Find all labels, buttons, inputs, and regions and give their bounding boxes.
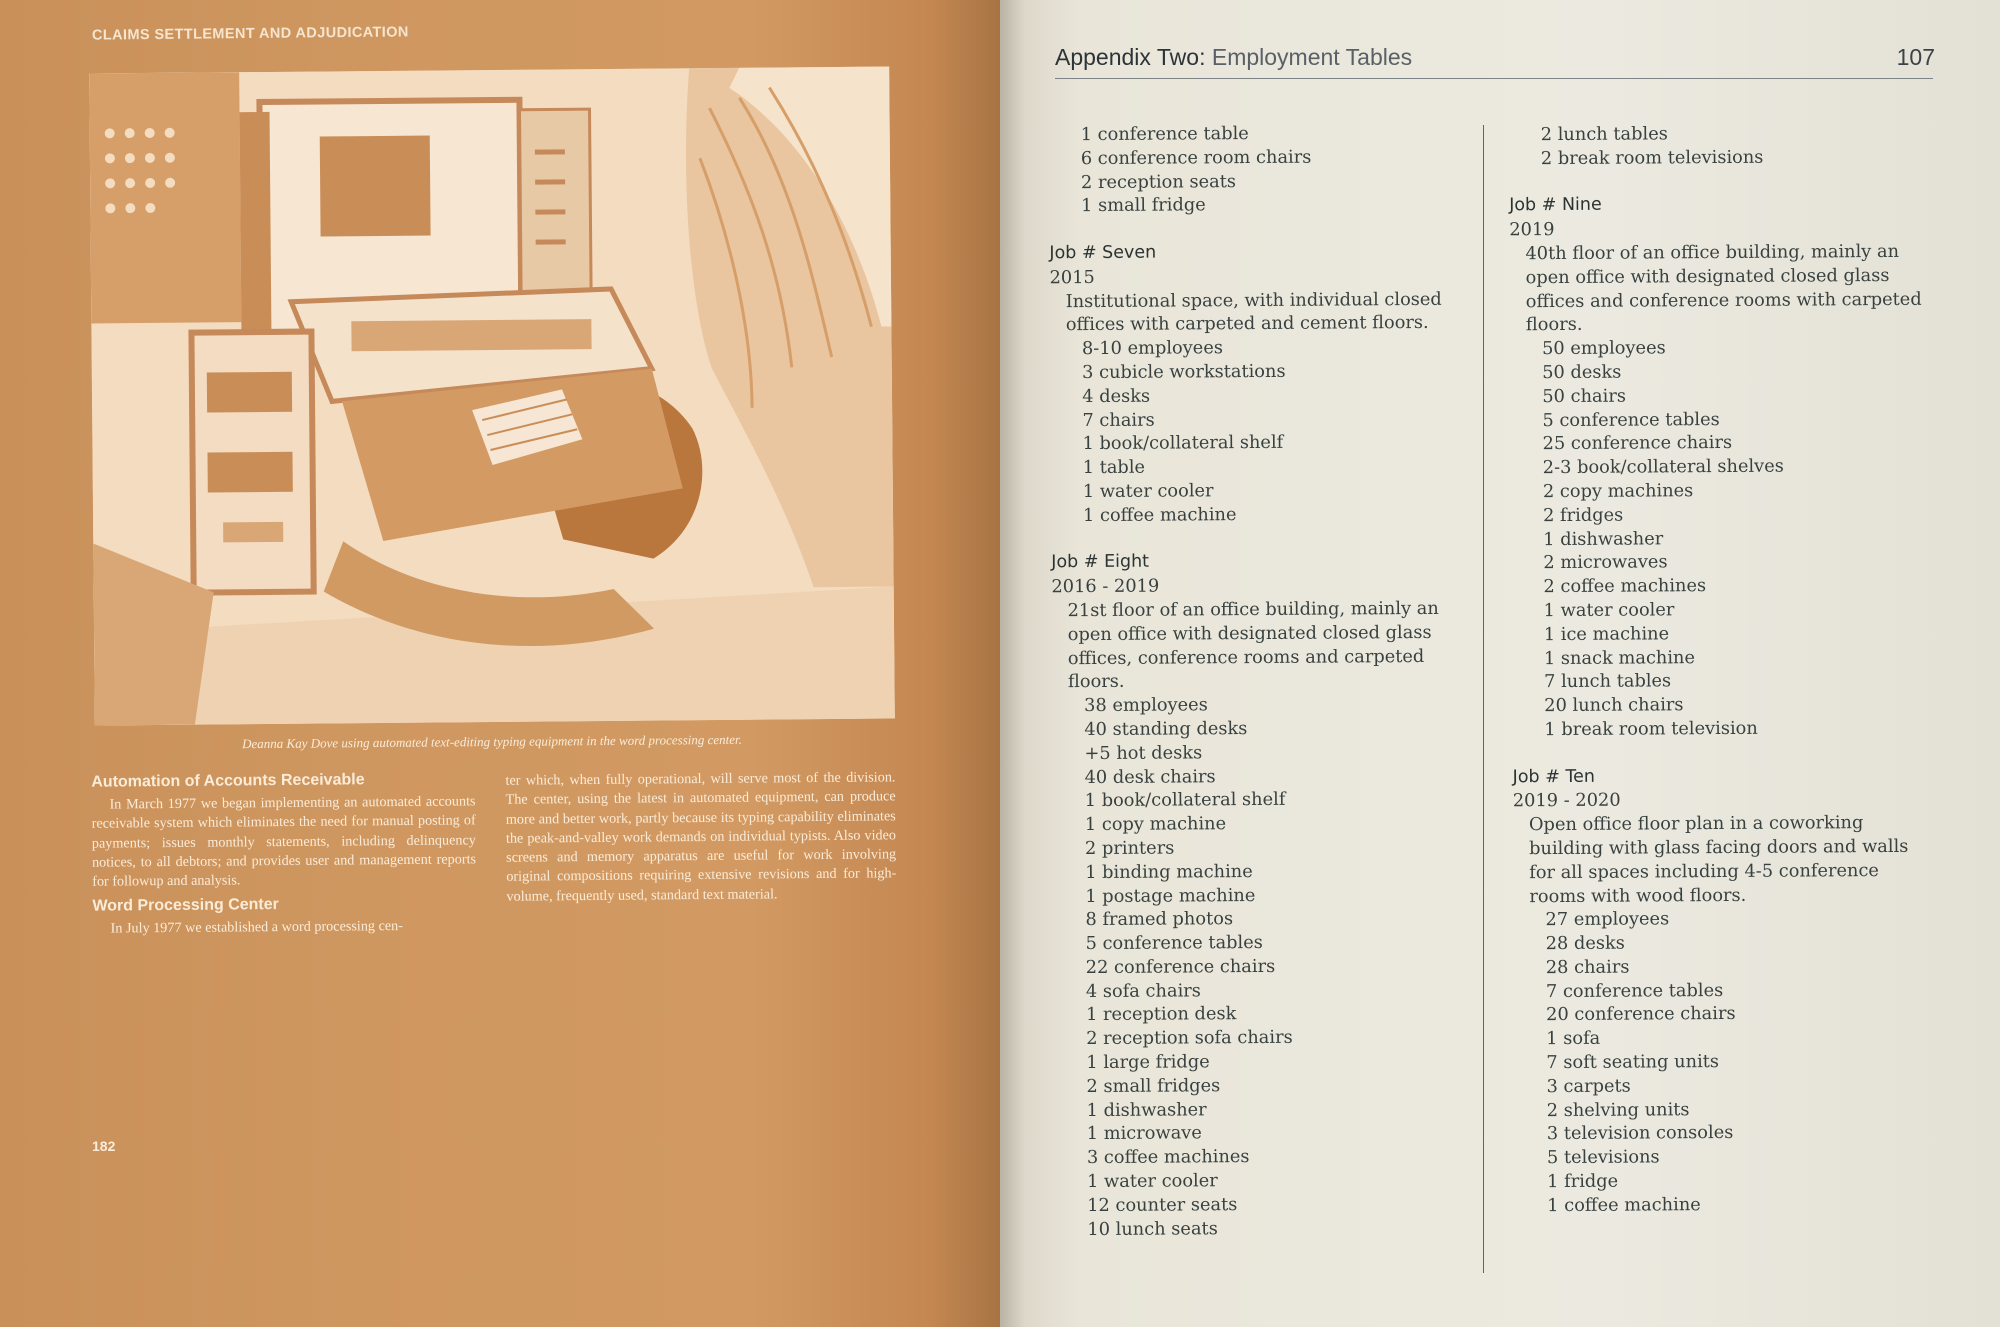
list-item: 1 small fridge bbox=[1081, 194, 1206, 217]
job-description: Institutional space, with individual closed offices with carpeted and cement floors. bbox=[1065, 288, 1442, 336]
running-head: CLAIMS SETTLEMENT AND ADJUDICATION bbox=[91, 24, 409, 44]
list-item: 38 employees bbox=[1084, 694, 1208, 717]
list-item: 3 coffee machines bbox=[1086, 1146, 1250, 1169]
list-item: 1 conference table bbox=[1080, 123, 1249, 146]
list-item: 2 printers bbox=[1084, 837, 1175, 859]
employment-column-2 bbox=[1509, 121, 1936, 1218]
list-item: 20 lunch chairs bbox=[1544, 694, 1684, 717]
list-item: 40 standing desks bbox=[1084, 717, 1248, 740]
list-item: 50 chairs bbox=[1542, 385, 1627, 407]
right-page-number: 107 bbox=[1896, 44, 1935, 70]
list-item: 1 ice machine bbox=[1543, 623, 1670, 645]
list-item: 8 framed photos bbox=[1085, 908, 1234, 931]
list-item: 1 break room television bbox=[1544, 717, 1758, 741]
list-item: 1 water cooler bbox=[1543, 599, 1675, 622]
list-item: 1 water cooler bbox=[1082, 480, 1214, 503]
column-divider bbox=[1483, 125, 1484, 1273]
list-item: 1 water cooler bbox=[1086, 1170, 1218, 1193]
job-description: Open office floor plan in a coworking building with glass facing doors and walls for all spaces including 4-5 conference rooms with wood floors. bbox=[1528, 812, 1909, 907]
list-item: 1 binding machine bbox=[1085, 860, 1253, 883]
list-item: 40 desk chairs bbox=[1084, 765, 1216, 788]
section-heading-accounts-receivable: Automation of Accounts Receivable bbox=[91, 771, 365, 791]
list-item: 1 microwave bbox=[1086, 1122, 1202, 1145]
right-page bbox=[1000, 0, 2000, 1327]
list-item: 50 desks bbox=[1542, 361, 1622, 384]
employment-column-1 bbox=[1049, 121, 1466, 1242]
list-item: 10 lunch seats bbox=[1087, 1217, 1218, 1240]
list-item: 3 carpets bbox=[1546, 1075, 1631, 1097]
list-item: 22 conference chairs bbox=[1085, 955, 1276, 978]
list-item: 1 snack machine bbox=[1543, 646, 1696, 669]
list-item: 7 lunch tables bbox=[1544, 670, 1672, 693]
list-item: 7 soft seating units bbox=[1546, 1051, 1720, 1074]
job-eight bbox=[1051, 549, 1465, 1242]
list-item: 27 employees bbox=[1545, 908, 1670, 931]
list-item: 28 desks bbox=[1545, 932, 1625, 955]
page-title-light: Employment Tables bbox=[1211, 44, 1413, 70]
list-item: 5 conference tables bbox=[1085, 932, 1263, 955]
job-nine bbox=[1509, 192, 1932, 742]
list-item: 2 fridges bbox=[1542, 504, 1624, 526]
list-item: 2 small fridges bbox=[1086, 1075, 1221, 1097]
left-text-column bbox=[91, 768, 477, 945]
section-heading-word-processing: Word Processing Center bbox=[92, 896, 279, 916]
list-item: 1 postage machine bbox=[1085, 884, 1256, 907]
list-item: 1 large fridge bbox=[1086, 1051, 1210, 1074]
job-ten bbox=[1513, 763, 1936, 1218]
list-item: 1 dishwasher bbox=[1086, 1098, 1207, 1121]
list-item: 5 conference tables bbox=[1542, 408, 1720, 431]
job-title: Job # Eight bbox=[1051, 552, 1150, 573]
header-rule bbox=[1055, 78, 1933, 79]
list-item: 28 chairs bbox=[1545, 956, 1630, 978]
list-item: 2-3 book/collateral shelves bbox=[1542, 455, 1784, 479]
list-item: 7 chairs bbox=[1082, 409, 1155, 431]
office-photo bbox=[89, 67, 895, 726]
list-item: 1 coffee machine bbox=[1082, 503, 1237, 526]
list-item: 2 lunch tables bbox=[1540, 123, 1668, 146]
list-item: 2 reception sofa chairs bbox=[1086, 1027, 1293, 1050]
list-item: 2 coffee machines bbox=[1543, 575, 1707, 598]
list-item: 2 reception seats bbox=[1080, 170, 1237, 193]
list-item: 1 sofa bbox=[1546, 1028, 1601, 1050]
list-item: 2 shelving units bbox=[1546, 1098, 1690, 1121]
page-title bbox=[1055, 44, 1412, 71]
job-title: Job # Ten bbox=[1512, 766, 1596, 787]
job-title: Job # Seven bbox=[1049, 242, 1157, 264]
list-item: 1 table bbox=[1082, 456, 1146, 479]
job-title: Job # Nine bbox=[1509, 195, 1602, 216]
job-years: 2015 bbox=[1049, 266, 1095, 289]
list-item: 12 counter seats bbox=[1087, 1193, 1238, 1216]
list-item: 1 dishwasher bbox=[1543, 527, 1664, 550]
section-text-accounts-receivable: In March 1977 we began implementing an automated accounts receivable system which eliminates the need for manual posting of payments; issues monthly statements, including delinquency notices, to all debtors; and provides user and management reports for followup and analysis. bbox=[91, 793, 477, 890]
list-item: 1 coffee machine bbox=[1547, 1193, 1701, 1216]
job-years: 2019 bbox=[1509, 219, 1555, 241]
list-item: 50 employees bbox=[1541, 337, 1666, 360]
list-item: 1 reception desk bbox=[1085, 1003, 1237, 1026]
job-years: 2019 - 2020 bbox=[1512, 789, 1621, 812]
list-item: 2 break room televisions bbox=[1540, 146, 1764, 169]
list-item: 2 microwaves bbox=[1543, 551, 1668, 574]
section-text-continued: ter which, when fully operational, will serve most of the division. The center, using the latest in automated equipment, can produce more and better work, partly because its typing capability eliminates the peak-and-valley work demands on individual typists. Also video screens and memory apparatus are useful for work involving original compositions requiring extensive revisions and for high-volume, frequently used, standard text material. bbox=[505, 769, 897, 905]
list-item: +5 hot desks bbox=[1084, 742, 1203, 764]
list-item: 25 conference chairs bbox=[1542, 432, 1733, 455]
job-seven bbox=[1049, 240, 1461, 528]
list-item: 1 book/collateral shelf bbox=[1082, 432, 1284, 455]
list-item: 4 desks bbox=[1082, 385, 1151, 407]
list-item: 4 sofa chairs bbox=[1085, 980, 1201, 1002]
list-item: 1 fridge bbox=[1547, 1170, 1619, 1193]
continued-items-list bbox=[1049, 121, 1460, 219]
list-item: 3 television consoles bbox=[1546, 1122, 1734, 1145]
list-item: 20 conference chairs bbox=[1546, 1003, 1736, 1026]
photo-caption: Deanna Kay Dove using automated text-editing typing equipment in the word processing center. bbox=[242, 731, 742, 752]
left-page-second-column bbox=[505, 768, 896, 912]
list-item: 5 televisions bbox=[1546, 1146, 1660, 1169]
job-description: 21st floor of an office building, mainly an open office with designated closed glass offices, conference rooms and carpeted floors. bbox=[1067, 597, 1439, 693]
list-item: 2 copy machines bbox=[1542, 480, 1694, 503]
page-title-bold: Appendix Two: bbox=[1055, 44, 1206, 70]
list-item: 8-10 employees bbox=[1081, 337, 1224, 360]
continued-items-list bbox=[1509, 121, 1929, 171]
job-years: 2016 - 2019 bbox=[1051, 575, 1160, 598]
section-text-word-processing: In July 1977 we established a word processing cen- bbox=[110, 918, 404, 937]
job-description: 40th floor of an office building, mainly an open office with designated closed glass offices and conference rooms with carpeted floors. bbox=[1525, 240, 1922, 336]
list-item: 6 conference room chairs bbox=[1080, 146, 1312, 169]
list-item: 3 cubicle workstations bbox=[1082, 360, 1286, 384]
left-page-number: 182 bbox=[92, 1138, 116, 1154]
list-item: 1 book/collateral shelf bbox=[1084, 789, 1286, 812]
list-item: 1 copy machine bbox=[1084, 813, 1227, 836]
list-item: 7 conference tables bbox=[1545, 979, 1724, 1002]
